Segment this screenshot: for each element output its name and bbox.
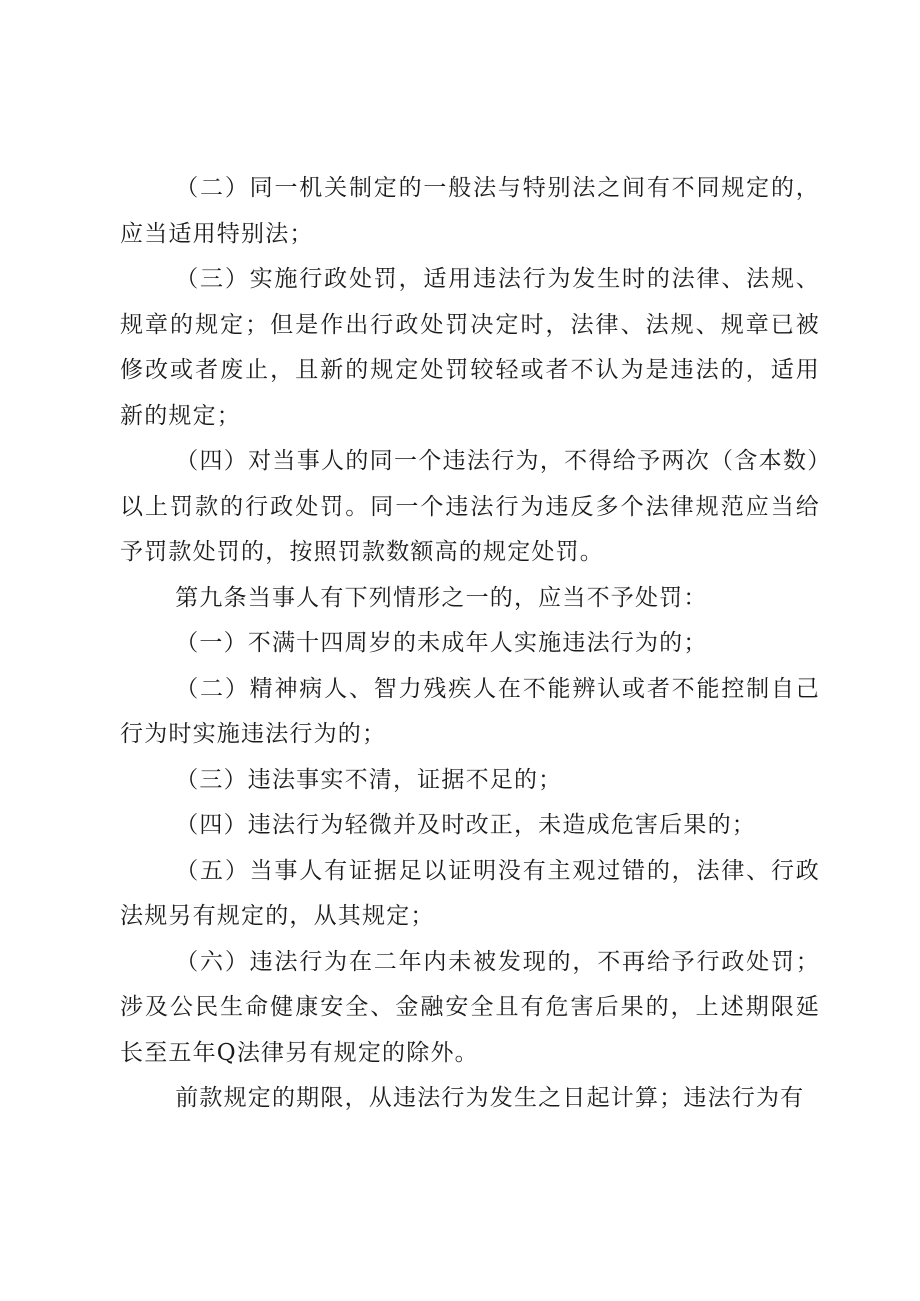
paragraph-no-fault: （五）当事人有证据足以证明没有主观过错的，法律、行政法规另有规定的，从其规定； — [120, 857, 820, 929]
document-body — [120, 166, 820, 1122]
paragraph-unclear-facts: （三）违法事实不清，证据不足的； — [175, 766, 563, 793]
paragraph-mental-illness: （二）精神病人、智力残疾人在不能辨认或者不能控制自己行为时实施违法行为的； — [120, 675, 820, 747]
paragraph-special-law: （二）同一机关制定的一般法与特别法之间有不同规定的，应当适用特别法； — [120, 175, 820, 247]
paragraph-new-rule: （三）实施行政处罚，适用违法行为发生时的法律、法规、规章的规定；但是作出行政处罚决定时，法律、法规、规章已被修改或者废止，且新的规定处罚较轻或者不认为是违法的，适用新的规定； — [120, 266, 820, 429]
paragraph-time-limit: （六）违法行为在二年内未被发现的，不再给予行政处罚；涉及公民生命健康安全、金融安全且有危害后果的，上述期限延长至五年Q法律另有规定的除外。 — [120, 948, 820, 1066]
paragraph-minor-violation: （四）违法行为轻微并及时改正，未造成危害后果的； — [175, 812, 756, 838]
article-9-heading: 第九条当事人有下列情形之一的，应当不予处罚： — [175, 584, 708, 611]
paragraph-fine-once: （四）对当事人的同一个违法行为，不得给予两次（含本数）以上罚款的行政处罚。同一个违法行为违反多个法律规范应当给予罚款处罚的，按照罚款数额高的规定处罚。 — [120, 448, 820, 565]
paragraph-minor: （一）不满十四周岁的未成年人实施违法行为的； — [175, 630, 708, 656]
paragraph-period-calculation: 前款规定的期限，从违法行为发生之日起计算；违法行为有 — [175, 1085, 805, 1111]
